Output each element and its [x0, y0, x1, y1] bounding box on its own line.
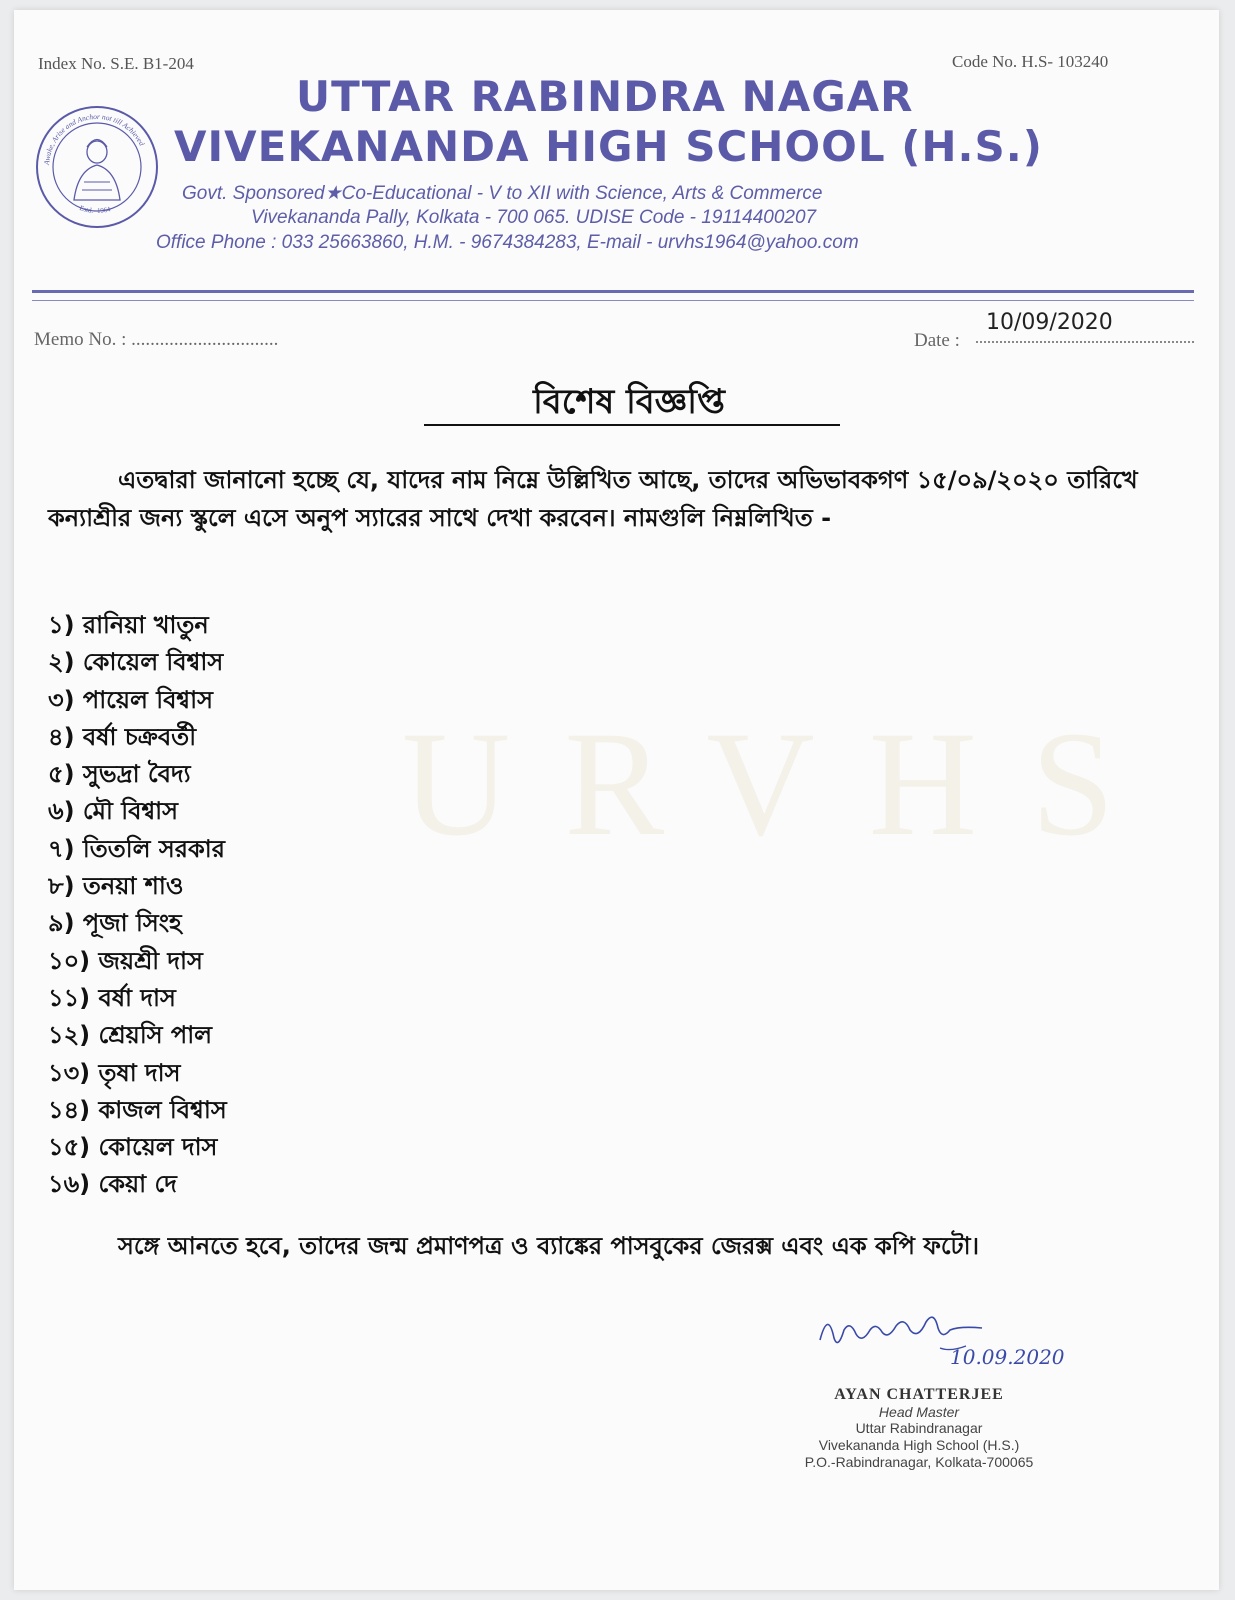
date-dotted-line	[976, 341, 1194, 343]
list-item: ২) কোয়েল বিশ্বাস	[48, 648, 224, 677]
signatory-address-2: Vivekananda High School (H.S.)	[818, 1437, 1020, 1453]
list-item: ৯) পূজা সিংহ	[48, 909, 182, 938]
signatory-name: AYAN CHATTERJEE	[834, 1386, 1004, 1403]
handwritten-signature	[810, 1300, 1090, 1380]
list-item: ১৩) তৃষা দাস	[48, 1058, 181, 1087]
list-item: ১০) জয়শ্রী দাস	[48, 946, 203, 975]
signatory-address-3: P.O.-Rabindranagar, Kolkata-700065	[804, 1454, 1034, 1470]
svg-text:Awake, Arise and Anchor not ti: Awake, Arise and Anchor not till Achieved	[42, 111, 147, 166]
school-subtitle-2: Vivekananda Pally, Kolkata - 700 065. UDISE Code - 19114400207	[251, 207, 817, 228]
intro-paragraph: এতদ্বারা জানানো হচ্ছে যে, যাদের নাম নিম্নে উল্লিখিত আছে, তাদের অভিভাবকগণ ১৫/০৯/২০২০ তারিখে কন্যাশ্রীর জন্য স্কুলে এসে অনুপ স্যারের সাথে দেখা করবেন। নামগুলি নিম্নলিখিত -	[48, 466, 1138, 532]
signatory-block	[784, 1386, 1054, 1471]
list-item: ৩) পায়েল বিশ্বাস	[48, 685, 213, 714]
date-label: Date :	[914, 330, 960, 351]
header-rule-thick	[32, 290, 1194, 293]
list-item: ৬) মৌ বিশ্বাস	[48, 797, 178, 826]
closing-paragraph: সঙ্গে আনতে হবে, তাদের জন্ম প্রমাণপত্র ও ব্যাঙ্কের পাসবুকের জেরক্স এবং এক কপি ফটো।	[118, 1232, 980, 1260]
school-name-line-1: UTTAR RABINDRA NAGAR	[296, 72, 914, 121]
date-value: 10/09/2020	[986, 310, 1113, 335]
notice-title: বিশেষ বিজ্ঞপ্তি	[533, 382, 725, 422]
watermark: URVHS	[402, 701, 1169, 867]
list-item: ১৪) কাজল বিশ্বাস	[48, 1095, 227, 1124]
list-item: ৭) তিতলি সরকার	[48, 834, 225, 863]
signatory-address-1: Uttar Rabindranagar	[855, 1420, 983, 1436]
list-item: ১৫) কোয়েল দাস	[48, 1133, 218, 1162]
list-item: ৮) তনয়া শাও	[48, 872, 184, 901]
code-number: Code No. H.S- 103240	[952, 52, 1109, 71]
school-logo-seal	[32, 102, 162, 232]
index-number: Index No. S.E. B1-204	[38, 54, 194, 73]
signature-date: 10.09.2020	[950, 1345, 1065, 1369]
school-subtitle-1: Govt. Sponsored★Co-Educational - V to XII with Science, Arts & Commerce	[182, 183, 823, 204]
notice-title-underline	[424, 424, 840, 426]
list-item: ১৬) কেয়া দে	[48, 1170, 177, 1199]
school-name-line-2: VIVEKANANDA HIGH SCHOOL (H.S.)	[174, 122, 1043, 171]
list-item: ৪) বর্ষা চক্রবর্তী	[48, 722, 197, 751]
list-item: ১) রানিয়া খাতুন	[48, 611, 209, 639]
header-rule-thin	[32, 300, 1194, 301]
school-contact-line: Office Phone : 033 25663860, H.M. - 9674384283, E-mail - urvhs1964@yahoo.com	[156, 232, 859, 253]
signatory-title: Head Master	[878, 1404, 960, 1420]
list-item: ১১) বর্ষা দাস	[48, 983, 176, 1012]
svg-text:Estd.- 1964: Estd.- 1964	[78, 203, 112, 216]
list-item: ৫) সুভদ্রা বৈদ্য	[48, 760, 191, 789]
letter-page	[14, 10, 1219, 1590]
student-name-list	[48, 607, 227, 1204]
memo-number-label: Memo No. : ...............................	[34, 329, 279, 350]
list-item: ১২) শ্রেয়সি পাল	[48, 1021, 213, 1050]
